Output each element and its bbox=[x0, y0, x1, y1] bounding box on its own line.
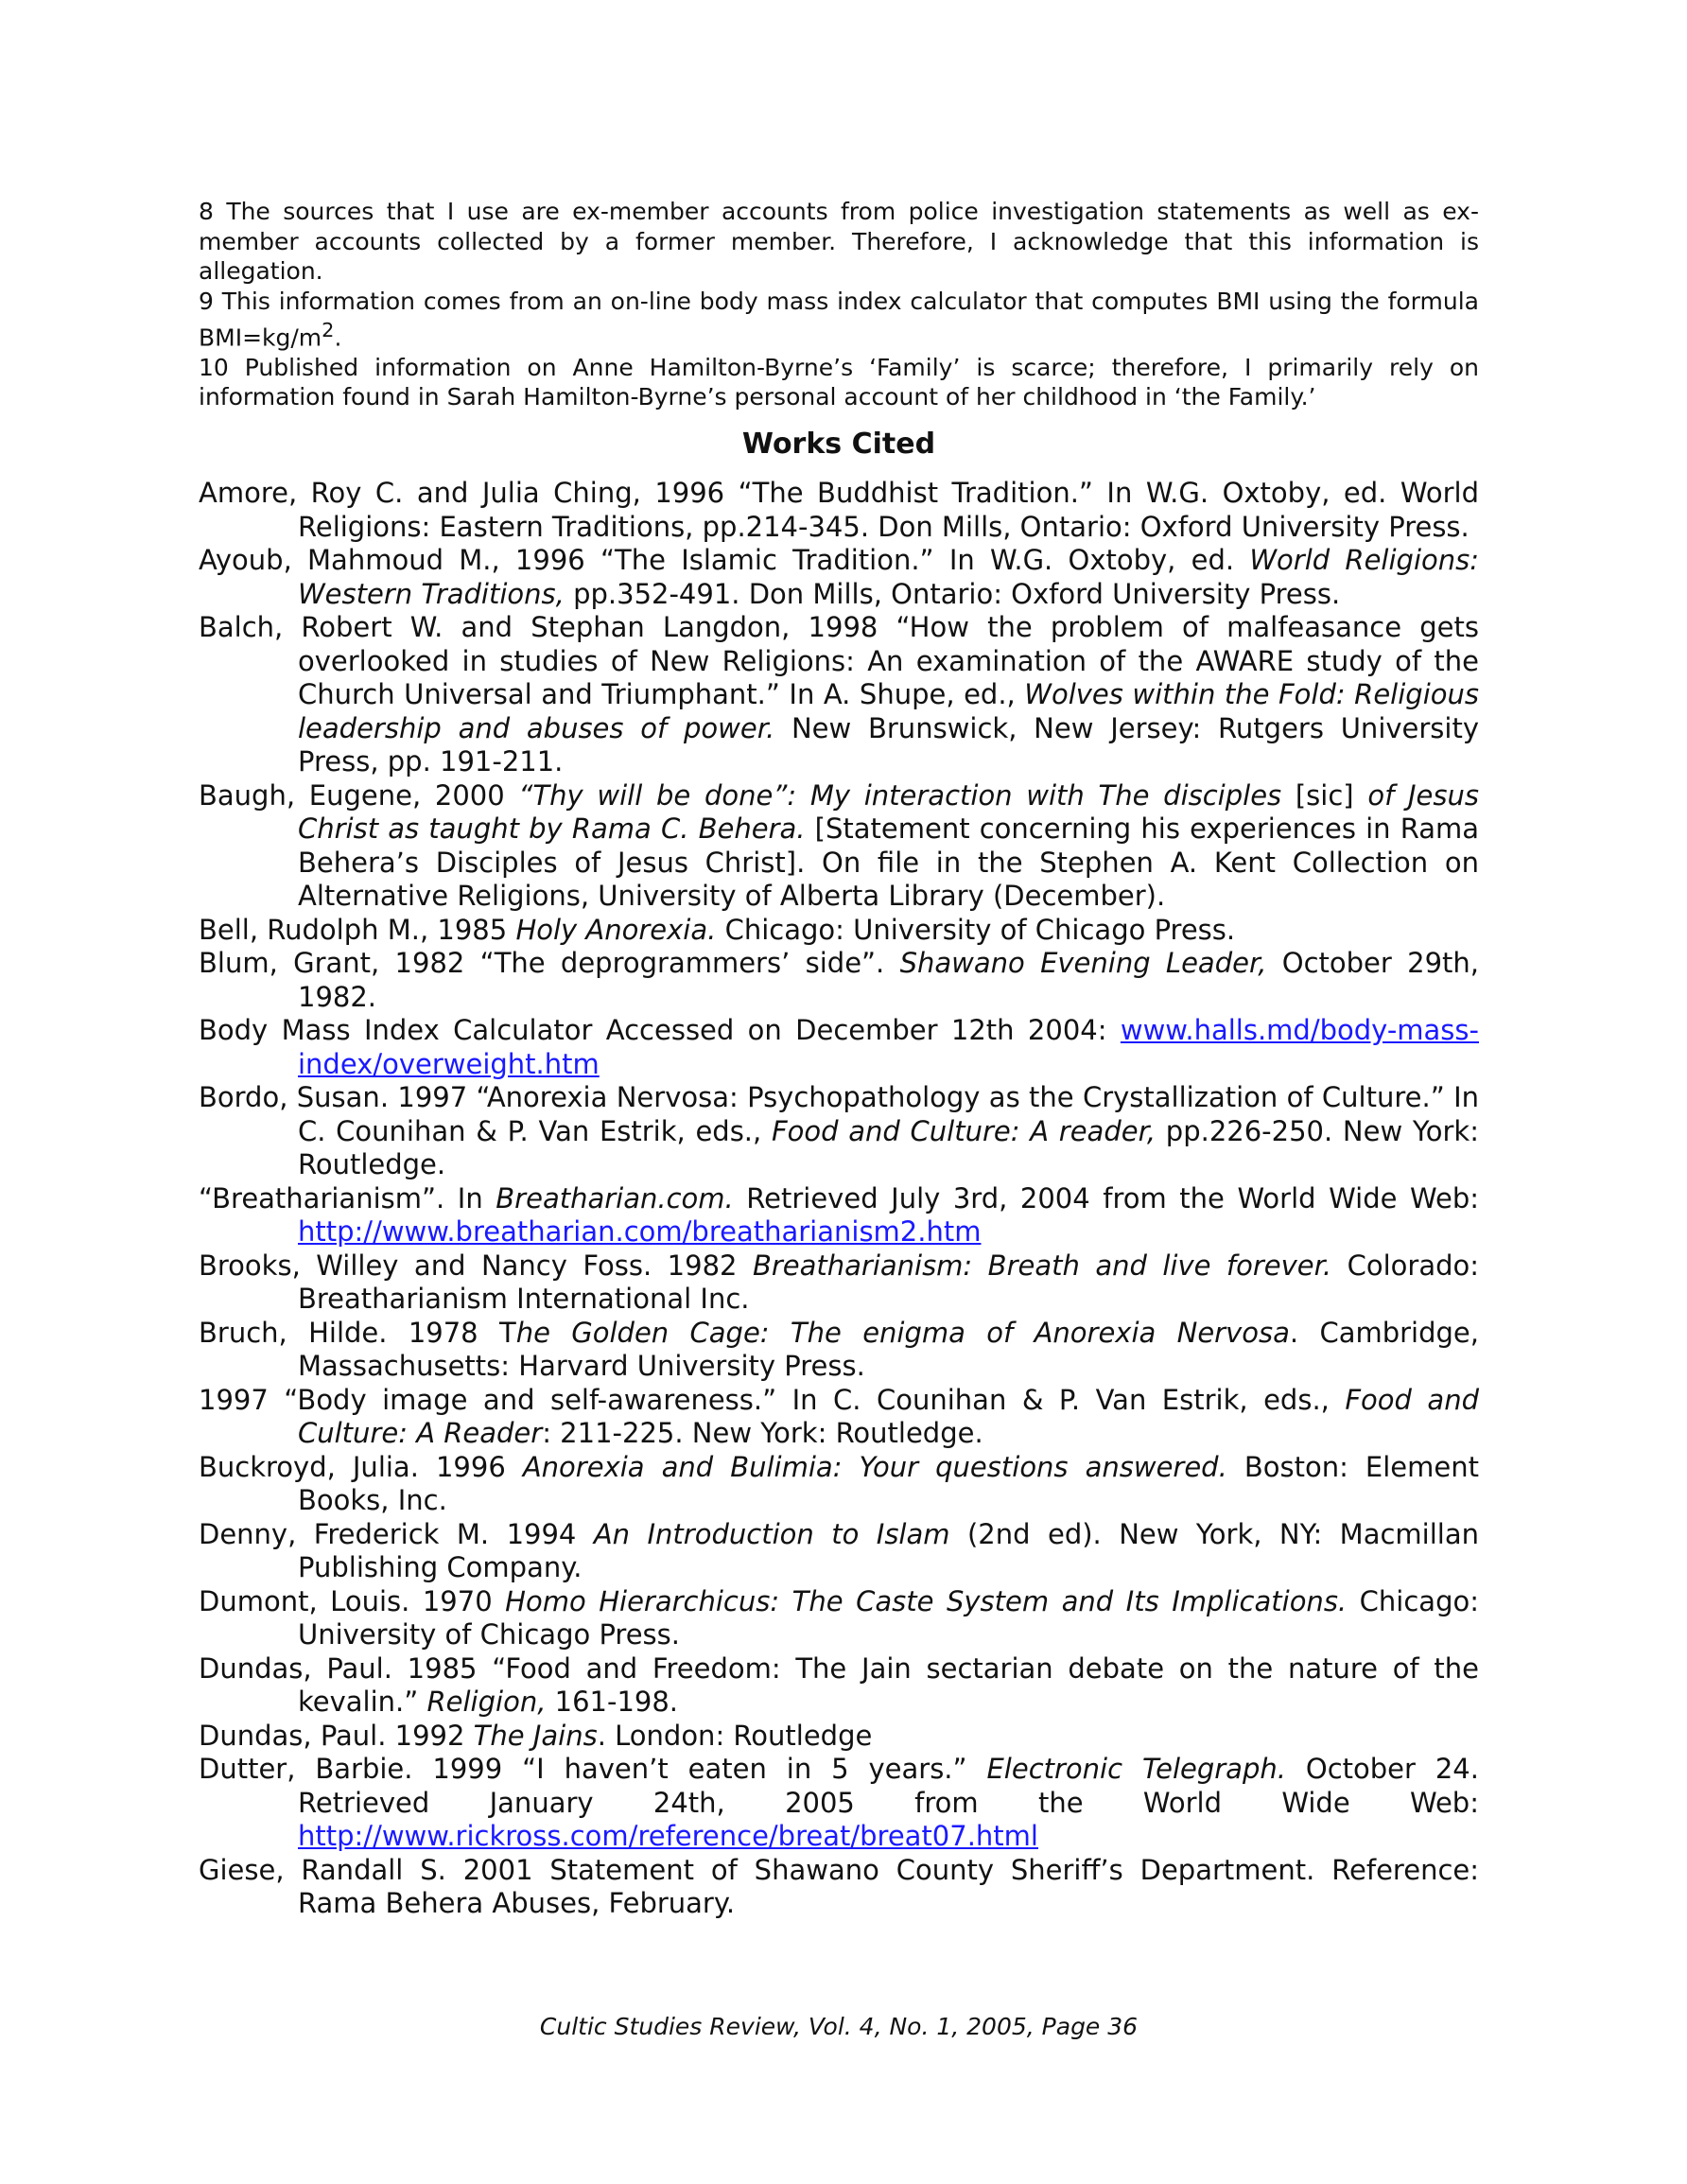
endnote-9: 9 This information comes from an on-line body mass index calculator that computes BMI using the formula $BMI=kg/m^2$. bbox=[199, 287, 1479, 352]
endnote-8: 8 The sources that I use are ex-member accounts from police investigation statements as well as ex-member accounts collected by a former member. Therefore, I acknowledge that this information is allegation. bbox=[199, 198, 1479, 285]
reference-buckroyd: Buckroyd, Julia. 1996 Anorexia and Bulimia: Your questions answered. Boston: Element Books, Inc. bbox=[199, 1450, 1479, 1516]
breatharian-link[interactable]: http://www.breatharian.com/breatharianism2.htm bbox=[298, 1215, 982, 1248]
reference-bordo: Bordo, Susan. 1997 “Anorexia Nervosa: Psychopathology as the Crystallization of Culture.” In C. Counihan & P. Van Estrik, eds., Food and Culture: A reader, pp.226-250. New York: Routledge. bbox=[199, 1081, 1479, 1180]
endnotes bbox=[199, 197, 1479, 412]
reference-balch: Balch, Robert W. and Stephan Langdon, 1998 “How the problem of malfeasance gets overlooked in studies of New Religions: An examination of the AWARE study of the Church Universal and Triumphant.” In A. Shupe, ed., Wolves within the Fold: Religious leadership and abuses of power. New Brunswick, New Jersey: Rutgers University Press, pp. 191-211. bbox=[199, 611, 1479, 778]
reference-blum: Blum, Grant, 1982 “The deprogrammers’ side”. Shawano Evening Leader, October 29th, 1982. bbox=[199, 947, 1479, 1013]
reference-bell: Bell, Rudolph M., 1985 Holy Anorexia. Chicago: University of Chicago Press. bbox=[199, 913, 1236, 946]
reference-baugh: Baugh, Eugene, 2000 “Thy will be done”: My interaction with The disciples [sic] of Jesus Christ as taught by Rama C. Behera. [Statement concerning his experiences in Rama Behera’s Disciples of Jesus Christ]. On file in the Stephen A. Kent Collection on Alternative Religions, University of Alberta Library (December). bbox=[199, 778, 1479, 912]
reference-breatharianism: “Breatharianism”. In Breatharian.com. Retrieved July 3rd, 2004 from the World Wide Web: http://www.breatharian.com/breatharianism2.htm bbox=[199, 1181, 1479, 1248]
reference-bruch-1978: Bruch, Hilde. 1978 The Golden Cage: The enigma of Anorexia Nervosa. Cambridge, Massachusetts: Harvard University Press. bbox=[199, 1316, 1479, 1382]
reference-ayoub: Ayoub, Mahmoud M., 1996 “The Islamic Tradition.” In W.G. Oxtoby, ed. World Religions: Western Traditions, pp.352-491. Don Mills, Ontario: Oxford University Press. bbox=[199, 544, 1480, 610]
reference-brooks: Brooks, Willey and Nancy Foss. 1982 Breatharianism: Breath and live forever. Colorado: Breatharianism International Inc. bbox=[199, 1249, 1480, 1315]
reference-denny: Denny, Frederick M. 1994 An Introduction to Islam (2nd ed). New York, NY: Macmillan Publishing Company. bbox=[199, 1517, 1479, 1583]
reference-dundas-1992: Dundas, Paul. 1992 The Jains. London: Routledge bbox=[199, 1719, 873, 1752]
works-cited-list bbox=[199, 477, 1479, 1921]
page-footer: Cultic Studies Review, Vol. 4, No. 1, 2005, Page 36 bbox=[539, 2013, 1139, 2040]
reference-dumont: Dumont, Louis. 1970 Homo Hierarchicus: The Caste System and Its Implications. Chicago: University of Chicago Press. bbox=[199, 1584, 1479, 1651]
reference-bruch-1997: 1997 “Body image and self-awareness.” In C. Counihan & P. Van Estrik, eds., Food and Culture: A Reader: 211-225. New York: Routledge. bbox=[199, 1383, 1479, 1449]
bmi-calculator-link[interactable]: www.halls.md/body-mass-index/overweight.htm bbox=[298, 1014, 1479, 1080]
reference-dutter: Dutter, Barbie. 1999 “I haven’t eaten in 5 years.” Electronic Telegraph. October 24. Retrieved January 24th, 2005 from the World Wide Web: http://www.rickross.com/reference/breat/breat07.html bbox=[199, 1753, 1479, 1852]
reference-bmi-calculator: Body Mass Index Calculator Accessed on December 12th 2004: www.halls.md/body-mass-index/overweight.htm bbox=[199, 1014, 1479, 1080]
works-cited-heading: Works Cited bbox=[741, 428, 936, 461]
reference-dundas-1985: Dundas, Paul. 1985 “Food and Freedom: The Jain sectarian debate on the nature of the kevalin.” Religion, 161-198. bbox=[199, 1651, 1479, 1718]
reference-amore: Amore, Roy C. and Julia Ching, 1996 “The Buddhist Tradition.” In W.G. Oxtoby, ed. World Religions: Eastern Traditions, pp.214-345. Don Mills, Ontario: Oxford University Press. bbox=[199, 477, 1479, 543]
superscript-2: 2 bbox=[322, 319, 335, 341]
rickross-link[interactable]: http://www.rickross.com/reference/breat/breat07.html bbox=[298, 1820, 1038, 1852]
endnote-10: 10 Published information on Anne Hamilton-Byrne’s ‘Family’ is scarce; therefore, I primarily rely on information found in Sarah Hamilton-Byrne’s personal account of her childhood in ‘the Family.’ bbox=[199, 353, 1479, 411]
reference-giese: Giese, Randall S. 2001 Statement of Shawano County Sheriff’s Department. Reference: Rama Behera Abuses, February. bbox=[199, 1853, 1479, 1919]
